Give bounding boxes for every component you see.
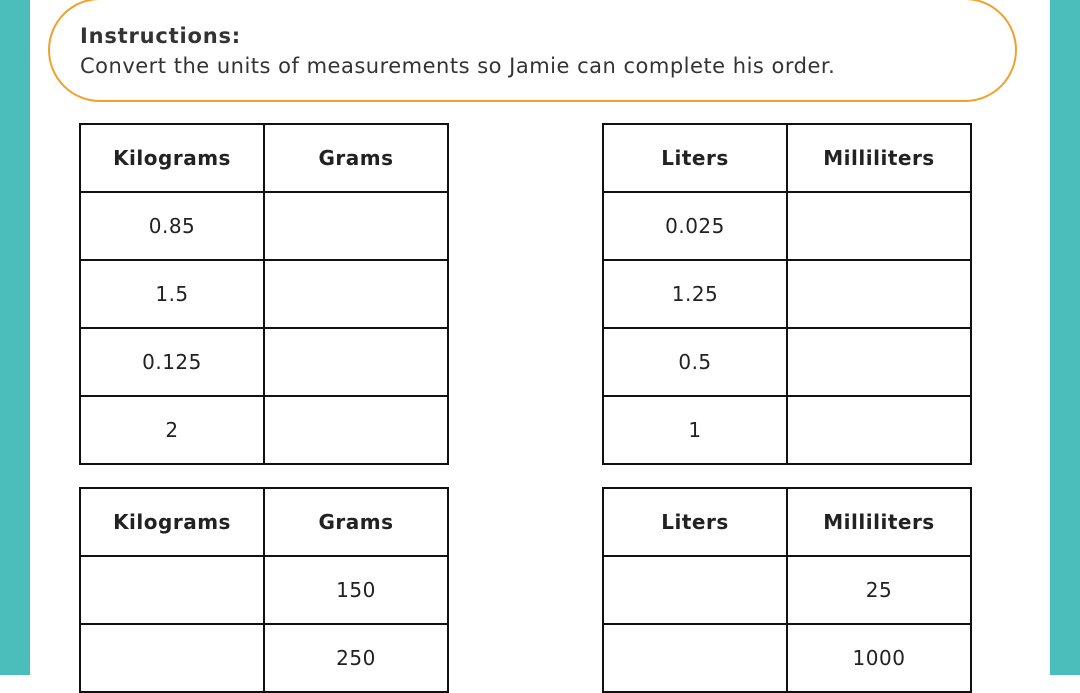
liters-to-milliliters-table xyxy=(602,123,972,465)
table-header-row xyxy=(80,488,448,556)
answer-cell[interactable] xyxy=(787,396,971,464)
table-row xyxy=(80,260,448,328)
given-value-cell: 0.025 xyxy=(603,192,787,260)
column-header: Grams xyxy=(264,488,448,556)
given-value-cell: 25 xyxy=(787,556,971,624)
given-value-cell: 1.5 xyxy=(80,260,264,328)
column-header: Kilograms xyxy=(80,124,264,192)
table-row xyxy=(80,396,448,464)
answer-cell[interactable] xyxy=(603,556,787,624)
answer-cell[interactable] xyxy=(787,192,971,260)
instructions-box xyxy=(48,0,1017,102)
given-value-cell: 2 xyxy=(80,396,264,464)
column-header: Milliliters xyxy=(787,124,971,192)
answer-cell[interactable] xyxy=(80,624,264,692)
table-header-row xyxy=(603,124,971,192)
table-row xyxy=(603,328,971,396)
given-value-cell: 250 xyxy=(264,624,448,692)
table-row xyxy=(80,328,448,396)
instructions-title: Instructions: xyxy=(80,24,241,48)
table-row xyxy=(80,624,448,692)
answer-cell[interactable] xyxy=(264,260,448,328)
column-header: Kilograms xyxy=(80,488,264,556)
grams-to-kilograms-table xyxy=(79,487,449,693)
table-row xyxy=(603,192,971,260)
table-row xyxy=(603,624,971,692)
column-header: Milliliters xyxy=(787,488,971,556)
answer-cell[interactable] xyxy=(264,396,448,464)
answer-cell[interactable] xyxy=(264,192,448,260)
instructions-text: Convert the units of measurements so Jamie can complete his order. xyxy=(80,54,836,78)
table-row xyxy=(80,192,448,260)
given-value-cell: 1000 xyxy=(787,624,971,692)
given-value-cell: 0.5 xyxy=(603,328,787,396)
table-header-row xyxy=(603,488,971,556)
given-value-cell: 0.85 xyxy=(80,192,264,260)
given-value-cell: 0.125 xyxy=(80,328,264,396)
answer-cell[interactable] xyxy=(603,624,787,692)
given-value-cell: 1.25 xyxy=(603,260,787,328)
table-header-row xyxy=(80,124,448,192)
given-value-cell: 1 xyxy=(603,396,787,464)
table-row xyxy=(603,396,971,464)
table-row xyxy=(603,556,971,624)
table-row xyxy=(80,556,448,624)
column-header: Liters xyxy=(603,488,787,556)
answer-cell[interactable] xyxy=(264,328,448,396)
column-header: Liters xyxy=(603,124,787,192)
milliliters-to-liters-table xyxy=(602,487,972,693)
answer-cell[interactable] xyxy=(787,328,971,396)
right-side-bar xyxy=(1050,0,1080,675)
given-value-cell: 150 xyxy=(264,556,448,624)
kilograms-to-grams-table xyxy=(79,123,449,465)
left-side-bar xyxy=(0,0,30,675)
table-row xyxy=(603,260,971,328)
answer-cell[interactable] xyxy=(787,260,971,328)
answer-cell[interactable] xyxy=(80,556,264,624)
column-header: Grams xyxy=(264,124,448,192)
